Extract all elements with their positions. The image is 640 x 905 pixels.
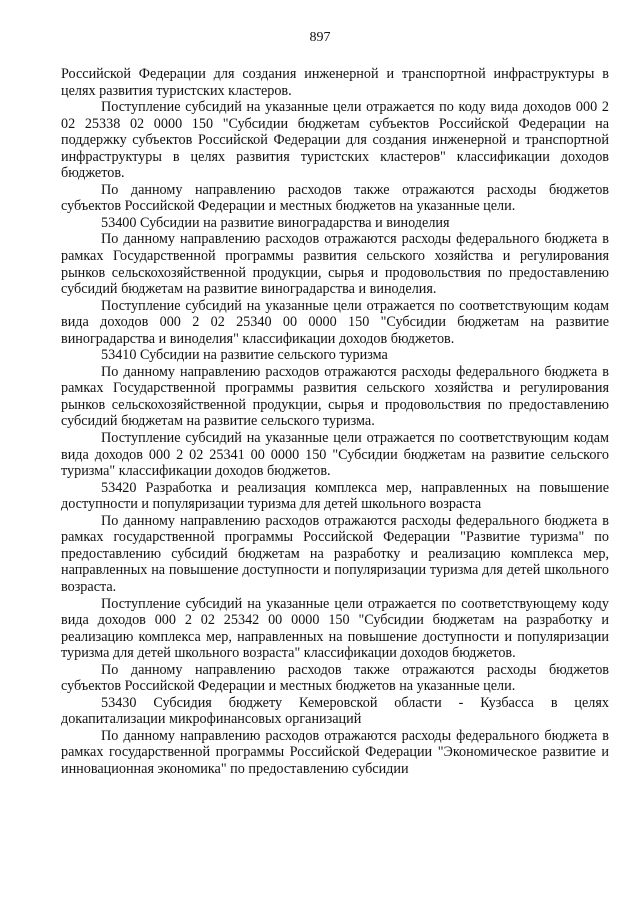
document-body: [61, 66, 609, 778]
section-heading: 53420 Разработка и реализация комплекса мер, направленных на повышение доступности и популяризации туризма для детей школьного возраста: [61, 479, 609, 513]
section-heading: 53430 Субсидия бюджету Кемеровской области - Кузбасса в целях докапитализации микрофинансовых организаций: [61, 694, 609, 728]
paragraph: Российской Федерации для создания инженерной и транспортной инфраструктуры в целях развития туристских кластеров.: [61, 66, 609, 99]
paragraph: По данному направлению расходов также отражаются расходы бюджетов субъектов Российской Федерации и местных бюджетов на указанные цели.: [61, 181, 609, 215]
paragraph: По данному направлению расходов отражаются расходы федерального бюджета в рамках государственной программы Российской Федерации "Развитие туризма" по предоставлению субсидий бюджетам на разработку и реализацию комплекса мер, направленных на повышение доступности и популяризации туризма для детей школьного возраста.: [61, 512, 609, 595]
paragraph: Поступление субсидий на указанные цели отражается по соответствующему коду вида доходов 000 2 02 25342 00 0000 150 "Субсидии бюджетам на разработку и реализацию комплекса мер, направленных на повышение доступности и популяризации туризма для детей школьного возраста" классификации доходов бюджетов.: [61, 595, 609, 662]
page-number: 897: [309, 30, 331, 45]
paragraph: По данному направлению расходов отражаются расходы федерального бюджета в рамках Государственной программы развития сельского хозяйства и регулирования рынков сельскохозяйственной продукции, сырья и продовольствия по предоставлению субсидий бюджетам на развитие сельского туризма.: [61, 363, 609, 430]
paragraph: По данному направлению расходов также отражаются расходы бюджетов субъектов Российской Федерации и местных бюджетов на указанные цели.: [61, 661, 609, 695]
paragraph: Поступление субсидий на указанные цели отражается по коду вида доходов 000 2 02 25338 02 0000 150 "Субсидии бюджетам субъектов Российской Федерации на поддержку субъектов Российской Федерации для создания инженерной и транспортной инфраструктуры в целях развития туристских кластеров" классификации доходов бюджетов.: [61, 99, 609, 182]
paragraph: Поступление субсидий на указанные цели отражается по соответствующим кодам вида доходов 000 2 02 25340 00 0000 150 "Субсидии бюджетам на развитие виноградарства и виноделия" классификации доходов бюджетов.: [61, 297, 609, 347]
section-heading: 53410 Субсидии на развитие сельского туризма: [101, 347, 388, 364]
paragraph: По данному направлению расходов отражаются расходы федерального бюджета в рамках государственной программы Российской Федерации "Экономическое развитие и инновационная экономика" по предоставлению субсидии: [61, 727, 609, 777]
section-heading: 53400 Субсидии на развитие виноградарства и виноделия: [101, 214, 450, 231]
paragraph: По данному направлению расходов отражаются расходы федерального бюджета в рамках Государственной программы развития сельского хозяйства и регулирования рынков сельскохозяйственной продукции, сырья и продовольствия по предоставлению субсидий бюджетам на развитие виноградарства и виноделия.: [61, 231, 609, 298]
paragraph: Поступление субсидий на указанные цели отражается по соответствующим кодам вида доходов 000 2 02 25341 00 0000 150 "Субсидии бюджетам на развитие сельского туризма" классификации доходов бюджетов.: [61, 430, 609, 480]
